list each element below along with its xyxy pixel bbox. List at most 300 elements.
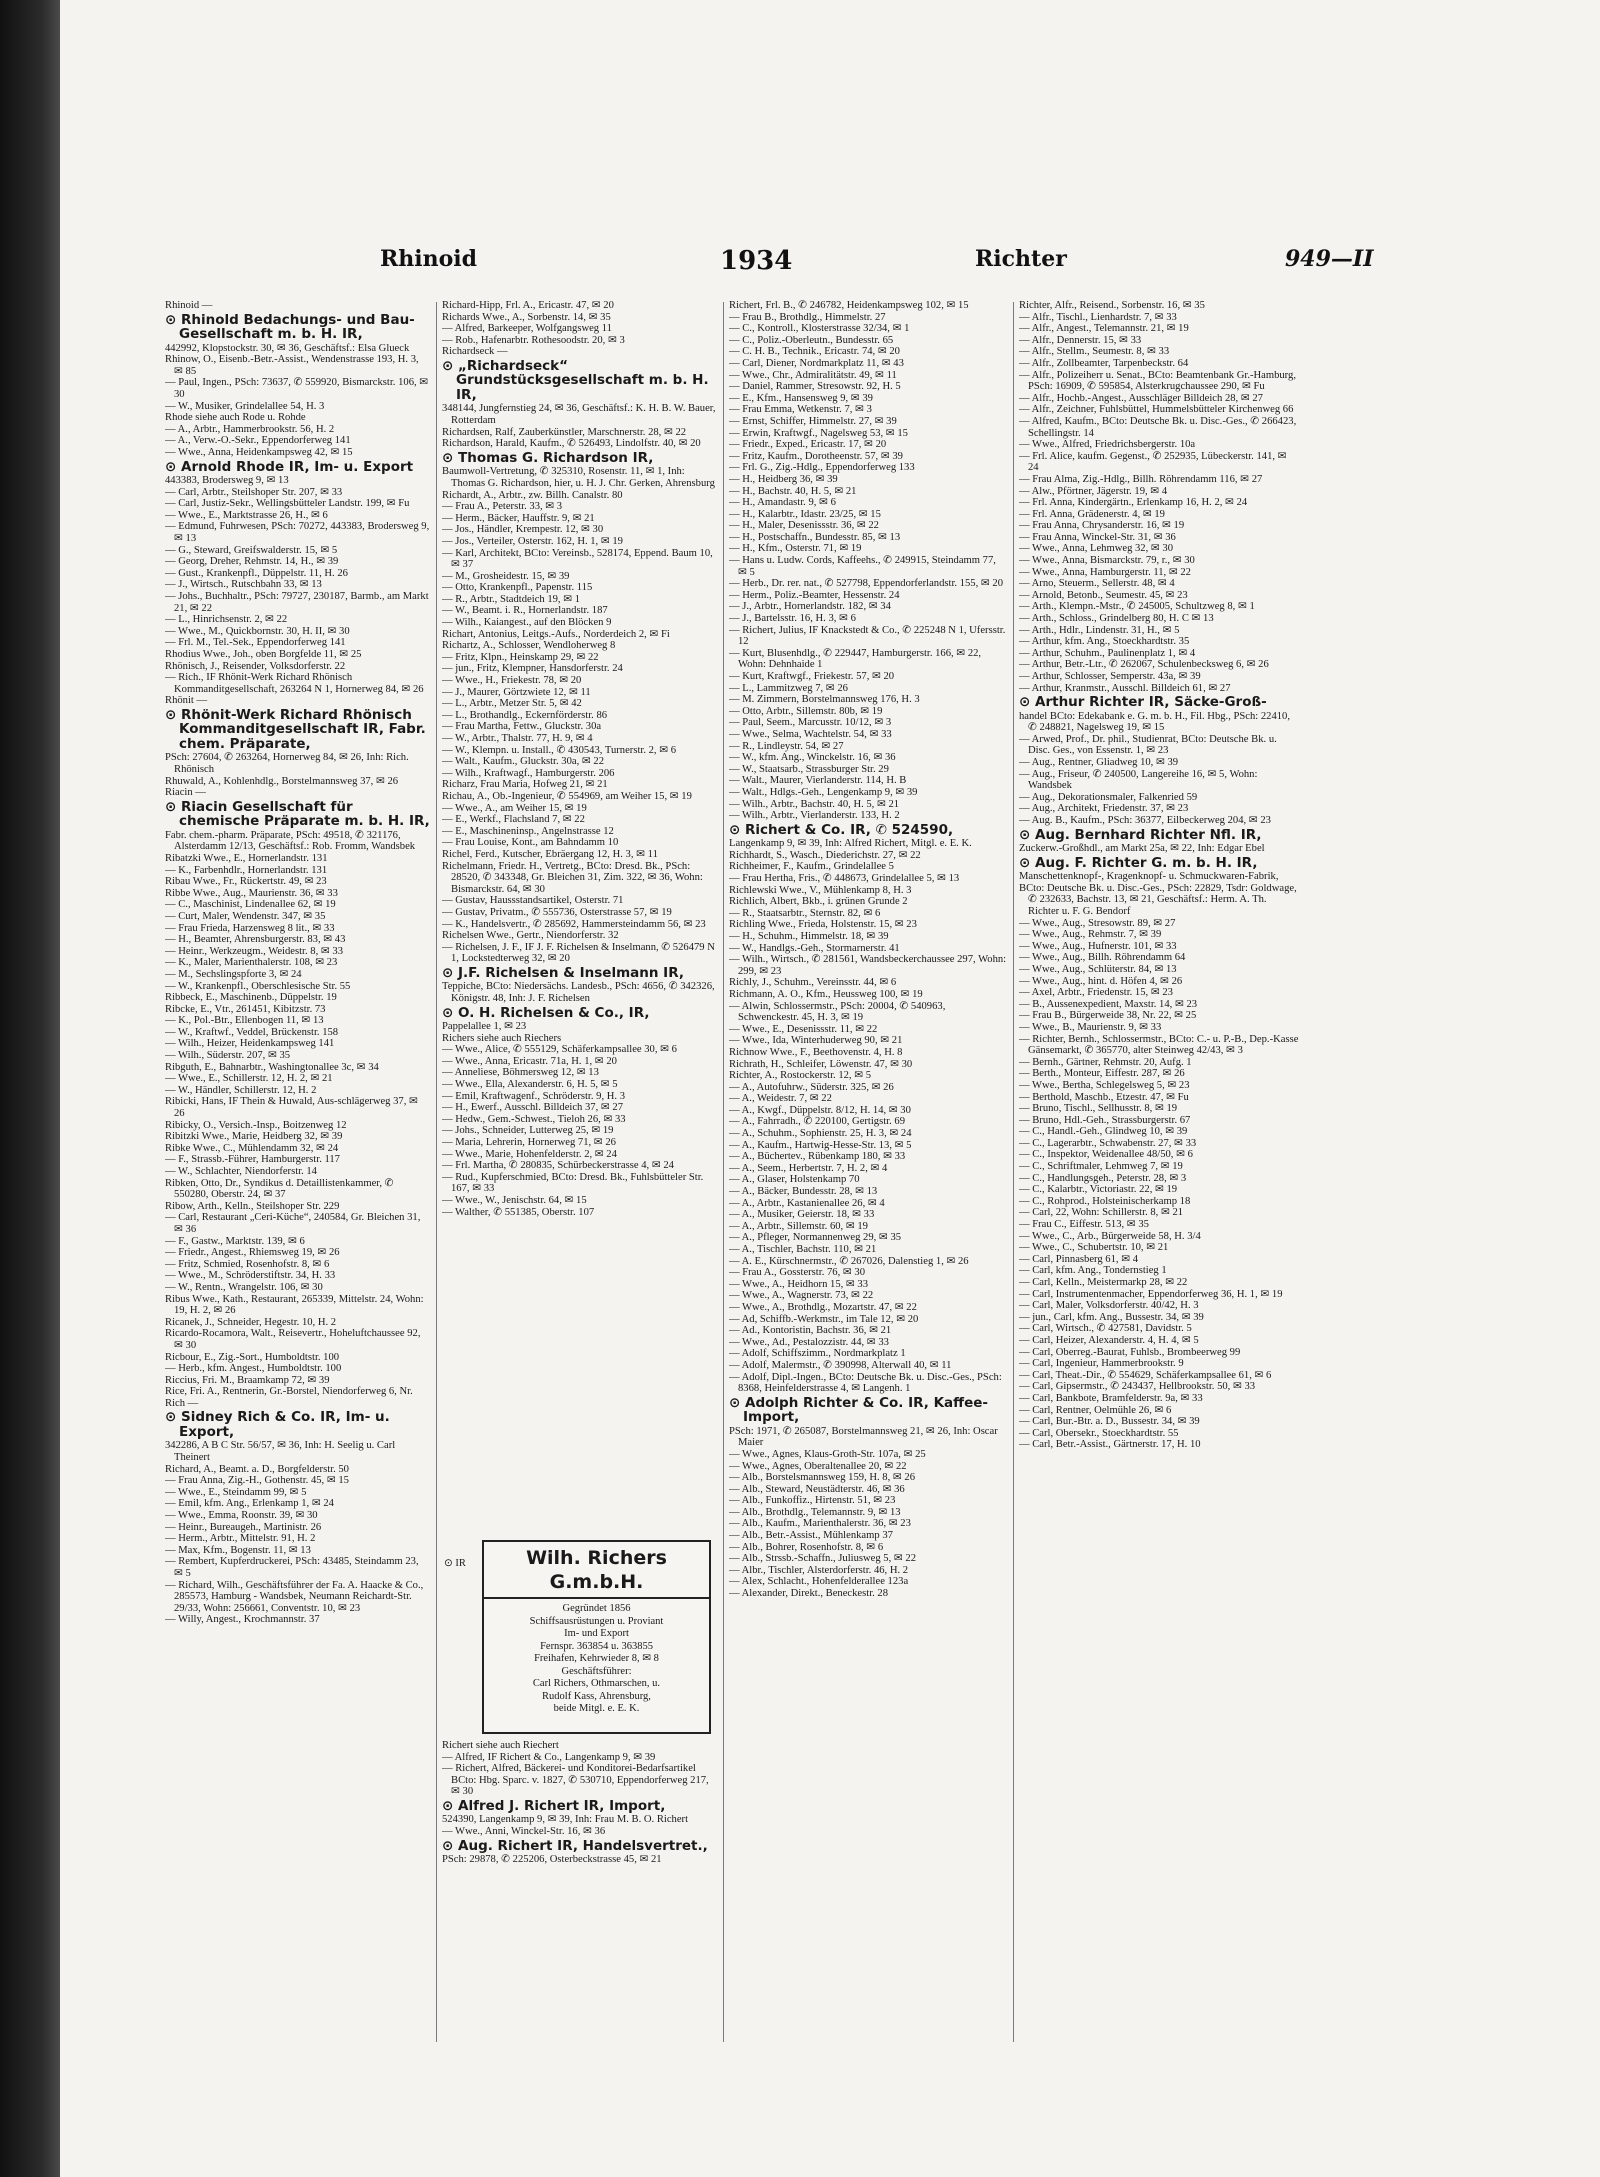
directory-entry: — R., Arbtr., Stadtdeich 19, ✉ 1 [442, 593, 581, 605]
directory-entry: — Alfr., Angest., Telemannstr. 21, ✉ 19 [1019, 323, 1189, 335]
directory-entry: — Hedw., Gem.-Schwest., Tieloh 26, ✉ 33 [442, 1113, 626, 1125]
directory-entry: — Wwe., Chr., Admiralitätstr. 49, ✉ 11 [729, 369, 897, 381]
directory-entry: — Frau Alma, Zig.-Hdlg., Billh. Röhrendamm 116, ✉ 27 [1019, 473, 1263, 485]
directory-entry: — Jos., Händler, Krempestr. 12, ✉ 30 [442, 524, 604, 536]
firm-entry: ⊙ Aug. F. Richter G. m. b. H. IR, [1019, 854, 1258, 871]
directory-entry: Ribicki, Hans, IF Thein & Huwald, Aus-schlägerweg 37, ✉ 26 [165, 1096, 418, 1120]
directory-entry: — Wwe., Selma, Wachtelstr. 54, ✉ 33 [729, 728, 892, 740]
directory-entry: — Arwed, Prof., Dr. phil., Studienrat, BCto: Deutsche Bk. u. Disc. Ges., von Essenstr. 1, ✉ 23 [1019, 733, 1277, 757]
directory-entry: — Wwe., Emma, Roonstr. 39, ✉ 30 [165, 1510, 318, 1522]
directory-entry: — Wwe., E., Steindamm 99, ✉ 5 [165, 1486, 307, 1498]
directory-entry: — Ernst, Schiffer, Himmelstr. 27, ✉ 39 [729, 415, 897, 427]
directory-entry: — Frau Emma, Wetkenstr. 7, ✉ 3 [729, 404, 872, 416]
directory-entry: Rhönit — [165, 695, 208, 707]
directory-entry: — Wilh., Arbtr., Bachstr. 40, H. 5, ✉ 21 [729, 798, 900, 810]
column-2 [442, 300, 717, 2050]
firm-entry: ⊙ O. H. Richelsen & Co., IR, [442, 1004, 650, 1021]
directory-entry: — C., Lagerarbtr., Schwabenstr. 27, ✉ 33 [1019, 1137, 1197, 1149]
directory-entry: — W., Beamt. i. R., Hornerlandstr. 187 [442, 605, 608, 617]
directory-entry: — Arno, Steuerm., Sellerstr. 48, ✉ 4 [1019, 578, 1175, 590]
directory-entry: — Wwe., Anna, Bismarckstr. 79, r., ✉ 30 [1019, 555, 1195, 567]
directory-entry: handel BCto: Edekabank e. G. m. b. H., Fil. Hbg., PSch: 22410, ✆ 248821, Nagelsweg 19, ✉ 15 [1019, 710, 1291, 734]
directory-entry: — H., Schuhm., Himmelstr. 18, ✉ 39 [729, 930, 889, 942]
directory-entry: Ribus Wwe., Kath., Restaurant, 265339, Mittelstr. 24, Wohn: 19, H. 2, ✉ 26 [165, 1293, 424, 1317]
directory-entry: — Kurt, Blusenhdlg., ✆ 229447, Hamburgerstr. 166, ✉ 22, Wohn: Dehnhaide 1 [729, 647, 982, 671]
firm-entry: ⊙ Richert & Co. IR, ✆ 524590, [729, 821, 954, 838]
directory-entry: — H., Amandastr. 9, ✉ 6 [729, 497, 836, 509]
directory-entry: — R., Staatsarbtr., Sternstr. 82, ✉ 6 [729, 907, 881, 919]
directory-entry: — H., Maler, Desenissstr. 36, ✉ 22 [729, 520, 879, 532]
directory-entry: — Georg, Dreher, Rehmstr. 14, H., ✉ 39 [165, 556, 339, 568]
directory-entry: PSch: 27604, ✆ 263264, Hornerweg 84, ✉ 26, Inh: Rich. Rhönisch [165, 752, 409, 775]
directory-entry: — Bruno, Hdl.-Geh., Strassburgerstr. 67 [1019, 1114, 1191, 1126]
directory-entry: Langenkamp 9, ✉ 39, Inh: Alfred Richert, Mitgl. e. E. K. [729, 838, 972, 850]
directory-entry: — Frau Martha, Fettw., Gluckstr. 30a [442, 721, 602, 733]
directory-entry: — C., Poliz.-Oberleutn., Bundesstr. 65 [729, 334, 894, 346]
directory-entry: Riccius, Fri. M., Braamkamp 72, ✉ 39 [165, 1374, 330, 1386]
directory-entry: — W., Handlgs.-Geh., Stormarnerstr. 41 [729, 942, 900, 954]
directory-entry: — Wwe., H., Friekestr. 78, ✉ 20 [442, 675, 582, 687]
directory-entry: — W., kfm. Ang., Winckelstr. 16, ✉ 36 [729, 752, 896, 764]
directory-entry: — H., Ewerf., Ausschl. Billdeich 37, ✉ 27 [442, 1102, 624, 1114]
firm-entry: ⊙ J.F. Richelsen & Inselmann IR, [442, 964, 684, 981]
directory-entry: — A., Glaser, Holstenkamp 70 [729, 1174, 860, 1186]
directory-entry: — Alfr., Zollbeamter, Tarpenbeckstr. 64 [1019, 357, 1189, 369]
directory-entry: — C., Maschinist, Lindenallee 62, ✉ 19 [165, 899, 336, 911]
directory-entry: Riacin — [165, 787, 206, 799]
directory-entry: — Frau B., Brothdlg., Himmelstr. 27 [729, 311, 886, 323]
directory-entry: Rhode siehe auch Rode u. Rohde [165, 412, 306, 424]
directory-entry: — Adolf, Malermstr., ✆ 390998, Alterwall 40, ✉ 11 [729, 1359, 952, 1371]
directory-entry: — Wwe., Agnes, Klaus-Groth-Str. 107a, ✉ 25 [729, 1448, 926, 1460]
directory-entry: — Frl. M., Tel.-Sek., Eppendorferweg 141 [165, 637, 346, 649]
directory-entry: — Arth., Hdlr., Lindenstr. 31, H., ✉ 5 [1019, 624, 1180, 636]
directory-entry: — C., Kontroll., Klosterstrasse 32/34, ✉ 1 [729, 323, 910, 335]
directory-entry: Richly, J., Schuhm., Vereinsstr. 44, ✉ 6 [729, 977, 897, 989]
directory-entry: — K., Pol.-Btr., Ellenbogen 11, ✉ 13 [165, 1015, 324, 1027]
directory-entry: Teppiche, BCto: Niedersächs. Landesb., PSch: 4656, ✆ 342326, Königstr. 48, Inh: J. F. Richelsen [442, 981, 715, 1004]
firm-entry: ⊙ Aug. Bernhard Richter Nfl. IR, [1019, 826, 1262, 843]
ad-line: Fernspr. 363854 u. 363855 [540, 1640, 653, 1652]
directory-entry: — Richert, Alfred, Bäckerei- und Konditorei-Bedarfsartikel BCto: Hbg. Sparc. v. 1827, ✆ 530710, Eppendorferweg 217, ✉ 30 [442, 1763, 709, 1798]
directory-entry: — Wwe., Ida, Winterhuderweg 90, ✉ 21 [729, 1035, 903, 1047]
directory-entry: — Carl, Kelln., Meistermarkp 28, ✉ 22 [1019, 1277, 1188, 1288]
directory-entry: — Wwe., Aug., Stresowstr. 89, ✉ 27 [1019, 917, 1176, 929]
directory-entry: — Wwe., M., Quickbornstr. 30, H. II, ✉ 30 [165, 625, 350, 637]
directory-entry: — A., Pfleger, Normannenweg 29, ✉ 35 [729, 1232, 902, 1244]
directory-entry: — Carl, Heizer, Alexanderstr. 4, H. 4, ✉ 5 [1019, 1334, 1199, 1346]
directory-entry: — K., Handelsvertr., ✆ 285692, Hammersteindamm 56, ✉ 23 [442, 918, 706, 930]
directory-entry: PSch: 1971, ✆ 265087, Borstelmannsweg 21, ✉ 26, Inh: Oscar Maier [729, 1425, 998, 1449]
directory-entry: Pappelallee 1, ✉ 23 [442, 1021, 527, 1033]
directory-entry: Rhodius Wwe., Joh., oben Borgfelde 11, ✉ 25 [165, 648, 362, 660]
directory-entry: — Richelsen, J. F., IF J. F. Richelsen & Inselmann, ✆ 526479 N 1, Lockstedterweg 32, ✉ 20 [442, 941, 715, 965]
directory-entry: — A., Weidestr. 7, ✉ 22 [729, 1093, 832, 1105]
directory-entry: — J., Arbtr., Hornerlandstr. 182, ✉ 34 [729, 601, 891, 613]
directory-entry: — F., Gastw., Marktstr. 139, ✉ 6 [165, 1235, 305, 1247]
directory-entry: — Paul, Seem., Marcusstr. 10/12, ✉ 3 [729, 717, 892, 729]
directory-entry: — Frau Louise, Kont., am Bahndamm 10 [442, 837, 619, 849]
directory-entry: Richheimer, F., Kaufm., Grindelallee 5 [729, 861, 894, 873]
directory-entry: — Fritz, Kaufm., Dorotheenstr. 57, ✉ 39 [729, 450, 903, 462]
directory-entry: Rice, Fri. A., Rentnerin, Gr.-Borstel, Niendorferweg 6, Nr. [165, 1386, 413, 1398]
directory-entry: — Carl, Bur.-Btr. a. D., Bussestr. 34, ✉ 39 [1019, 1416, 1200, 1428]
directory-entry: Baumwoll-Vertretung, ✆ 325310, Rosenstr. 11, ✉ 1, Inh: Thomas G. Richardson, hier, u. H. J. Chr. Gerken, Ahrensburg [442, 466, 715, 489]
directory-entry: — Alb., Strssb.-Schaffn., Juliusweg 5, ✉ 22 [729, 1553, 917, 1565]
scan-edge [0, 0, 60, 2177]
directory-entry: — Johs., Schneider, Lutterweg 25, ✉ 19 [442, 1125, 614, 1137]
directory-entry: — E., Maschineninsp., Angelnstrasse 12 [442, 825, 614, 837]
directory-entry: — Wwe., Aug., Rehmstr. 7, ✉ 39 [1019, 929, 1162, 941]
directory-entry: — Hans u. Ludw. Cords, Kaffeehs., ✆ 249915, Steindamm 77, ✉ 5 [729, 555, 996, 578]
directory-entry: — Wwe., Bertha, Schlegelsweg 5, ✉ 23 [1019, 1079, 1190, 1091]
columns [165, 300, 1405, 2050]
directory-entry: — W., Krankenpfl., Oberschlesische Str. 55 [165, 980, 351, 992]
ad-line: Geschäftsführer: [561, 1665, 632, 1677]
directory-entry: — H., Kfm., Osterstr. 71, ✉ 19 [729, 543, 862, 555]
directory-entry: Richardsen, Ralf, Zauberkünstler, Marschnerstr. 28, ✉ 22 [442, 426, 687, 438]
directory-entry: — Wwe., E., Desenissstr. 11, ✉ 22 [729, 1023, 878, 1035]
directory-entry: Richter, A., Rostockerstr. 12, ✉ 5 [729, 1070, 872, 1082]
directory-entry: — A. E., Kürschnermstr., ✆ 267026, Dalenstieg 1, ✉ 26 [729, 1255, 969, 1267]
firm-entry: ⊙ Aug. Richert IR, Handelsvertret., [442, 1837, 708, 1854]
directory-entry: — Wwe., Aug., Billh. Röhrendamm 64 [1019, 952, 1186, 964]
directory-entry: — Carl, Rentner, Oelmühle 26, ✉ 6 [1019, 1404, 1172, 1416]
column-4 [1019, 300, 1299, 2050]
directory-entry: — H., Heidberg 36, ✉ 39 [729, 473, 838, 485]
firm-entry: ⊙ Arnold Rhode IR, Im- u. Export [165, 458, 414, 475]
column-2-top [442, 300, 717, 1218]
directory-entry: — L., Hinrichsenstr. 2, ✉ 22 [165, 614, 288, 626]
directory-entry: — R., Lindleystr. 54, ✉ 27 [729, 740, 844, 752]
directory-entry: — M., Grosheidestr. 15, ✉ 39 [442, 570, 570, 582]
directory-entry: — Wwe., A., am Weiher 15, ✉ 19 [442, 802, 587, 814]
directory-entry: — Emil, kfm. Ang., Erlenkamp 1, ✉ 24 [165, 1498, 334, 1510]
directory-entry: — Axel, Arbtr., Friedenstr. 15, ✉ 23 [1019, 987, 1173, 999]
directory-entry: — H., Bachstr. 40, H. 5, ✉ 21 [729, 485, 857, 497]
directory-entry: Richhardt, S., Wasch., Diederichstr. 27, ✉ 22 [729, 849, 921, 861]
firm-entry: ⊙ Rhönit-Werk Richard Rhönisch Kommanditgesellschaft IR, Fabr. chem. Präparate, [165, 706, 426, 752]
directory-entry: — Carl, kfm. Ang., Tondernstieg 1 [1019, 1265, 1167, 1277]
directory-entry: — A., Verw.-O.-Sekr., Eppendorferweg 141 [165, 435, 351, 447]
directory-entry: — F., Strassb.-Führer, Hamburgerstr. 117 [165, 1154, 340, 1166]
directory-entry: — Carl, Arbtr., Steilshoper Str. 207, ✉ 33 [165, 486, 343, 498]
directory-entry: — Wwe., E., Schillerstr. 12, H. 2, ✉ 21 [165, 1073, 333, 1085]
directory-entry: Richarz, Frau Maria, Hofweg 21, ✉ 21 [442, 779, 608, 791]
directory-entry: — Alexander, Direkt., Beneckestr. 28 [729, 1588, 889, 1600]
directory-entry: — Carl, Ingenieur, Hammerbrookstr. 9 [1019, 1358, 1184, 1370]
directory-entry: Richard-Hipp, Frl. A., Ericastr. 47, ✉ 20 [442, 300, 614, 311]
directory-entry: — A., Musiker, Geierstr. 18, ✉ 33 [729, 1209, 875, 1221]
directory-entry: — C., Handl.-Geh., Glindweg 10, ✉ 39 [1019, 1126, 1188, 1138]
ad-line: Rudolf Kass, Ahrensburg, [542, 1690, 651, 1702]
ad-side-mark: ⊙ IR [444, 1558, 466, 1569]
directory-entry: — Frl. Anna, Grädenerstr. 4, ✉ 19 [1019, 508, 1165, 520]
directory-entry: — Adolf, Schiffszimm., Nordmarkplatz 1 [729, 1348, 906, 1360]
column-2-bottom [442, 1740, 717, 1866]
directory-entry: Ribbeck, E., Maschinenb., Düppelstr. 19 [165, 992, 337, 1004]
directory-entry: — W., Rentn., Wrangelstr. 106, ✉ 30 [165, 1281, 323, 1293]
directory-entry: — Aug. B., Kaufm., PSch: 36377, Eilbeckerweg 204, ✉ 23 [1019, 815, 1271, 827]
directory-entry: — A., Arbtr., Hammerbrookstr. 56, H. 2 [165, 423, 335, 435]
directory-entry: Rhuwald, A., Kohlenhdlg., Borstelmannsweg 37, ✉ 26 [165, 775, 399, 787]
directory-entry: — Frl. Martha, ✆ 280835, Schürbeckerstrasse 4, ✉ 24 [442, 1160, 674, 1172]
directory-entry: Rhönisch, J., Reisender, Volksdorferstr. 22 [165, 660, 346, 672]
directory-entry: — G., Steward, Greifswalderstr. 15, ✉ 5 [165, 544, 338, 556]
directory-entry: — Alfr., Polizeiherr u. Senat., BCto: Beamtenbank Gr.-Hamburg, PSch: 16909, ✆ 595854, Alsterkrugchaussee 290, ✉ Fu [1019, 369, 1296, 393]
directory-entry: — Carl, Maler, Volksdorferstr. 40/42, H. 3 [1019, 1300, 1199, 1312]
directory-entry: — M. Zimmern, Borstelmannsweg 176, H. 3 [729, 694, 920, 706]
directory-entry: — Arnold, Betonb., Seumestr. 45, ✉ 23 [1019, 589, 1188, 601]
directory-entry: — Carl, Obersekr., Stoeckhardtstr. 55 [1019, 1427, 1179, 1439]
directory-entry: — E., Kfm., Hansensweg 9, ✉ 39 [729, 392, 873, 404]
directory-entry: Richau, A., Ob.-Ingenieur, ✆ 554969, am Weiher 15, ✉ 19 [442, 790, 692, 802]
directory-entry: — Maria, Lehrerin, Hornerweg 71, ✉ 26 [442, 1137, 616, 1148]
directory-entry: — Herm., Bäcker, Hauffstr. 9, ✉ 21 [442, 512, 595, 524]
firm-entry: ⊙ Riacin Gesellschaft für chemische Präparate m. b. H. IR, [165, 798, 430, 830]
directory-entry: — W., Kraftwf., Veddel, Brückenstr. 158 [165, 1026, 339, 1038]
directory-entry: — Arthur, Betr.-Ltr., ✆ 262067, Schulenbecksweg 6, ✉ 26 [1019, 659, 1269, 671]
directory-entry: — Aug., Architekt, Friedenstr. 37, ✉ 23 [1019, 803, 1189, 815]
page-number: 949—II [1285, 246, 1374, 272]
header-last-entry: Richter [975, 246, 1067, 272]
directory-entry: Rhinoid — [165, 300, 213, 311]
ad-line: Schiffsausrüstungen u. Proviant [529, 1615, 664, 1627]
directory-entry: — A., Bäcker, Bundesstr. 28, ✉ 13 [729, 1186, 878, 1198]
directory-entry: Ricanek, J., Schneider, Hegestr. 10, H. 2 [165, 1316, 337, 1328]
directory-entry: — Wwe., Anna, Hamburgerstr. 11, ✉ 22 [1019, 566, 1191, 578]
directory-entry: Ribitzki Wwe., Marie, Heidberg 32, ✉ 39 [165, 1131, 343, 1143]
directory-entry: — M., Sechslingspforte 3, ✉ 24 [165, 968, 302, 980]
directory-entry: — B., Aussenexpedient, Maxstr. 14, ✉ 23 [1019, 998, 1198, 1010]
directory-entry: — Wilh., Kaiangest., auf den Blöcken 9 [442, 617, 612, 629]
directory-entry: — Emil, Kraftwagenf., Schröderstr. 9, H. 3 [442, 1090, 625, 1102]
directory-entry: — Richter, Bernh., Schlossermstr., BCto: C.- u. P.-B., Dep.-Kasse Gänsemarkt, ✆ 365770, alter Steinweg 42/43, ✉ 3 [1019, 1033, 1299, 1057]
directory-entry: — Heinr., Werkzeugm., Weidestr. 8, ✉ 33 [165, 945, 344, 957]
directory-entry: — Berthold, Maschb., Etzestr. 47, ✉ Fu [1019, 1091, 1189, 1103]
directory-entry: — Anneliese, Böhmersweg 12, ✉ 13 [442, 1067, 599, 1079]
firm-entry: ⊙ Adolph Richter & Co. IR, Kaffee-Import, [729, 1394, 989, 1426]
directory-entry: — C., Inspektor, Weidenallee 48/50, ✉ 6 [1019, 1149, 1193, 1161]
directory-entry: — Arth., Klempn.-Mstr., ✆ 245005, Schultzweg 8, ✉ 1 [1019, 601, 1255, 613]
directory-entry: Richart, Antonius, Leitgs.-Aufs., Norderdeich 2, ✉ Fi [442, 628, 670, 640]
directory-entry: — Otto, Krankenpfl., Papenstr. 115 [442, 582, 593, 594]
directory-entry: Richartz, A., Schlosser, Wendloherweg 8 [442, 640, 616, 652]
directory-entry: — W., Schlachter, Niendorferstr. 14 [165, 1166, 317, 1177]
directory-entry: — C., Handlungsgeh., Peterstr. 28, ✉ 3 [1019, 1172, 1187, 1184]
column-rule [1013, 302, 1014, 2042]
directory-entry: — Aug., Dekorationsmaler, Falkenried 59 [1019, 791, 1198, 803]
directory-entry: — Wilh., Wirtsch., ✆ 281561, Wandsbeckerchaussee 297, Wohn: 299, ✉ 23 [729, 954, 1007, 977]
directory-entry: — Carl, Diener, Nordmarkplatz 11, ✉ 43 [729, 357, 904, 369]
directory-entry: — Alb., Funkoffiz., Hirtenstr. 51, ✉ 23 [729, 1495, 896, 1507]
directory-entry: Fabr. chem.-pharm. Präparate, PSch: 49518, ✆ 321176, Alsterdamm 12/13, Geschäftsf.: Rob. Fromm, Wandsbek [165, 829, 416, 853]
directory-entry: — Wwe., A., Wagnerstr. 73, ✉ 22 [729, 1290, 874, 1302]
directory-entry: — Rud., Kupferschmied, BCto: Dresd. Bk., Fuhlsbütteler Str. 167, ✉ 33 [442, 1171, 704, 1195]
directory-entry: — Albr., Tischler, Alsterdorferstr. 46, H. 2 [729, 1564, 909, 1576]
directory-entry: Ribicky, O., Versich.-Insp., Boitzenweg 12 [165, 1119, 347, 1131]
directory-entry: Richrath, H., Schleifer, Löwenstr. 47, ✉ 30 [729, 1058, 913, 1070]
directory-entry: Richardseck — [442, 346, 508, 358]
directory-entry: — E., Werkf., Flachsland 7, ✉ 22 [442, 814, 585, 826]
directory-entry: — J., Wirtsch., Rutschbahn 33, ✉ 13 [165, 579, 322, 591]
directory-entry: — Arthur, Kranmstr., Ausschl. Billdeich 61, ✉ 27 [1019, 682, 1231, 694]
directory-entry: Richers siehe auch Riechers [442, 1032, 562, 1044]
directory-entry: — C., Rohprod., Holsteinischerkamp 18 [1019, 1195, 1191, 1207]
directory-entry: — Rembert, Kupferdruckerei, PSch: 43485, Steindamm 23, ✉ 5 [165, 1556, 419, 1579]
directory-entry: — Wilh., Heizer, Heidenkampsweg 141 [165, 1038, 335, 1050]
directory-entry: — Gustav, Haussstandsartikel, Osterstr. 71 [442, 895, 624, 907]
directory-entry: — Herb., Dr. rer. nat., ✆ 527798, Eppendorferlandstr. 155, ✉ 20 [729, 578, 1004, 590]
directory-entry: — Wwe., Marie, Hohenfelderstr. 2, ✉ 24 [442, 1148, 617, 1160]
directory-entry: — Alb., Bohrer, Rosenhofstr. 8, ✉ 6 [729, 1541, 884, 1553]
directory-entry: — Bernh., Gärtner, Rehmstr. 20, Aufg. 1 [1019, 1056, 1192, 1068]
directory-entry: — C., Schriftmaler, Lehmweg 7, ✉ 19 [1019, 1161, 1183, 1173]
directory-entry: — Wwe., C., Schubertstr. 10, ✉ 21 [1019, 1242, 1169, 1254]
directory-entry: — H., Postschaffn., Bundesstr. 85, ✉ 13 [729, 531, 901, 543]
directory-entry: Ricbour, E., Zig.-Sort., Humboldtstr. 100 [165, 1351, 340, 1363]
directory-entry: Richlich, Albert, Bkb., i. grünen Grunde 2 [729, 896, 908, 908]
directory-entry: Richards Wwe., A., Sorbenstr. 14, ✉ 35 [442, 311, 611, 323]
directory-entry: — K., Maler, Marienthalerstr. 108, ✉ 23 [165, 957, 338, 969]
directory-entry: Ribow, Arth., Kelln., Steilshoper Str. 229 [165, 1200, 340, 1212]
directory-entry: — Frau B., Bürgerweide 38, Nr. 22, ✉ 25 [1019, 1010, 1197, 1022]
directory-entry: — Wwe., B., Maurienstr. 9, ✉ 33 [1019, 1021, 1162, 1033]
directory-entry: — Gustav, Privatm., ✆ 555736, Osterstrasse 57, ✉ 19 [442, 906, 672, 918]
directory-entry: — Wwe., Aug., Schlüterstr. 84, ✉ 13 [1019, 963, 1177, 975]
directory-entry: Manschettenknopf-, Kragenknopf- u. Schmuckwaren-Fabrik, [1019, 871, 1279, 883]
directory-entry: Ribbe Wwe., Aug., Maurienstr. 36, ✉ 33 [165, 887, 338, 899]
directory-entry: — W., Staatsarb., Strassburger Str. 29 [729, 763, 889, 775]
directory-entry: Ribguth, E., Bahnarbtr., Washingtonallee 3c, ✉ 34 [165, 1061, 379, 1073]
directory-entry: — A., Schuhm., Sophienstr. 25, H. 3, ✉ 24 [729, 1128, 912, 1140]
ad-lines [484, 1603, 709, 1716]
directory-entry: — Walt., Kaufm., Gluckstr. 30a, ✉ 22 [442, 756, 605, 768]
directory-entry: — Fritz, Klpn., Heinskamp 29, ✉ 22 [442, 651, 599, 663]
firm-entry: ⊙ Rhinold Bedachungs- und Bau-Gesellschaft m. b. H. IR, [165, 311, 415, 343]
directory-entry: — Alfred, IF Richert & Co., Langenkamp 9, ✉ 39 [442, 1751, 656, 1763]
directory-entry: — Wilh., Kraftwagf., Hamburgerstr. 206 [442, 767, 615, 779]
directory-entry: — J., Maurer, Görtzwiete 12, ✉ 11 [442, 686, 591, 698]
directory-entry: — Alfr., Zeichner, Fuhlsbüttel, Hummelsbütteler Kirchenweg 66 [1019, 404, 1294, 416]
directory-entry: — Wwe., Anna, Lehmweg 32, ✉ 30 [1019, 543, 1174, 555]
directory-entry: — Friedr., Exped., Ericastr. 17, ✉ 20 [729, 439, 887, 451]
directory-entry: — Adolf, Dipl.-Ingen., BCto: Deutsche Bk. u. Disc.-Ges., PSch: 8368, Heinfelderstrasse 4, ✉ Langenh. 1 [729, 1371, 1002, 1395]
directory-entry: — jun., Carl, kfm. Ang., Bussestr. 34, ✉ 39 [1019, 1311, 1204, 1323]
directory-entry: — Wwe., Anna, Ericastr. 71a, H. 1, ✉ 20 [442, 1055, 617, 1067]
column-3 [729, 300, 1007, 2050]
directory-entry: — L., Brothandlg., Eckernförderstr. 86 [442, 709, 608, 721]
directory-entry: Richert siehe auch Riechert [442, 1740, 559, 1751]
directory-entry: — L., Arbtr., Metzer Str. 5, ✉ 42 [442, 698, 582, 710]
directory-entry: Ribau Wwe., Fr., Rückertstr. 49, ✉ 23 [165, 876, 327, 888]
directory-entry: — Walther, ✆ 551385, Oberstr. 107 [442, 1206, 595, 1218]
directory-entry: — Carl, Bankbote, Bramfelderstr. 9a, ✉ 33 [1019, 1392, 1203, 1404]
directory-entry: — A., Autofuhrw., Süderstr. 325, ✉ 26 [729, 1081, 894, 1093]
directory-entry: — Alfred, Kaufm., BCto: Deutsche Bk. u. Disc.-Ges., ✆ 266423, Schellingstr. 14 [1019, 415, 1297, 439]
column-1 [165, 300, 430, 2050]
directory-entry: — Arth., Schloss., Grindelberg 80, H. C ✉ 13 [1019, 613, 1214, 625]
directory-entry: — Berth., Monteur, Eiffestr. 287, ✉ 26 [1019, 1068, 1185, 1080]
directory-entry: Rich — [165, 1397, 199, 1409]
directory-entry: — Wwe., A., Heidhorn 15, ✉ 33 [729, 1278, 869, 1290]
directory-entry: 342286, A B C Str. 56/57, ✉ 36, Inh: H. Seelig u. Carl Theinert [165, 1440, 396, 1464]
directory-entry: — Frau Anna, Chrysanderstr. 16, ✉ 19 [1019, 520, 1185, 532]
directory-entry: — Erwin, Kraftwgf., Nagelsweg 53, ✉ 15 [729, 427, 908, 439]
directory-entry: — Wwe., W., Jenischstr. 64, ✉ 15 [442, 1194, 587, 1206]
directory-entry: — Wwe., Ella, Alexanderstr. 6, H. 5, ✉ 5 [442, 1079, 618, 1091]
directory-entry: — Carl, Instrumentenmacher, Eppendorferweg 36, H. 1, ✉ 19 [1019, 1288, 1283, 1300]
directory-entry: — Alfr., Dennerstr. 15, ✉ 33 [1019, 334, 1142, 346]
richers-advertisement [482, 1540, 711, 1734]
directory-entry: — A., Arbtr., Sillemstr. 60, ✉ 19 [729, 1220, 868, 1232]
directory-entry: — C., Kalarbtr., Victoriastr. 22, ✉ 19 [1019, 1184, 1178, 1196]
directory-entry: — A., Kaufm., Hartwig-Hesse-Str. 13, ✉ 5 [729, 1139, 912, 1151]
directory-entry: — Alex, Schlacht., Hohenfelderallee 123a [729, 1576, 909, 1588]
directory-entry: — C. H. B., Technik., Ericastr. 74, ✉ 20 [729, 346, 900, 358]
directory-entry: — Carl, 22, Wohn: Schillerstr. 8, ✉ 21 [1019, 1207, 1184, 1219]
directory-entry: 348144, Jungfernstieg 24, ✉ 36, Geschäftsf.: K. H. B. W. Bauer, Rotterdam [442, 403, 716, 427]
directory-entry: — L., Lammitzweg 7, ✉ 26 [729, 682, 848, 694]
directory-entry: Richmann, A. O., Kfm., Heussweg 100, ✉ 19 [729, 988, 923, 1000]
ad-line: Gegründet 1856 [562, 1603, 631, 1614]
directory-entry: — Frau Hertha, Fris., ✆ 448673, Grindelallee 5, ✉ 13 [729, 873, 960, 884]
directory-entry: — Rob., Hafenarbtr. Rothesoodstr. 20, ✉ 3 [442, 334, 625, 346]
firm-entry: ⊙ Thomas G. Richardson IR, [442, 449, 654, 466]
directory-entry: — Richert, Julius, IF Knackstedt & Co., ✆ 225248 N 1, Ufersstr. 12 [729, 624, 1006, 648]
page-header [380, 246, 1390, 280]
firm-entry: ⊙ Arthur Richter IR, Säcke-Groß- [1019, 694, 1267, 711]
directory-entry: — Alb., Steward, Neustädterstr. 46, ✉ 36 [729, 1483, 905, 1495]
directory-entry: — Otto, Arbtr., Sillemstr. 80b, ✉ 19 [729, 705, 883, 717]
directory-entry: — W., Händler, Schillerstr. 12, H. 2 [165, 1084, 317, 1096]
directory-entry: — Rich., IF Rhönit-Werk Richard Rhönisch Kommanditgesellschaft, 263264 N 1, Hornerweg 84, ✉ 26 [165, 672, 424, 695]
directory-entry: — Ad, Schiffb.-Werkmstr., im Tale 12, ✉ 20 [729, 1313, 919, 1325]
directory-entry: Richardson, Harald, Kaufm., ✆ 526493, Lindolfstr. 40, ✉ 20 [442, 438, 701, 450]
directory-entry: — Frau Anna, Zig.-H., Gothenstr. 45, ✉ 15 [165, 1475, 349, 1487]
directory-entry: — A., Kwgf., Düppelstr. 8/12, H. 14, ✉ 30 [729, 1104, 911, 1116]
directory-entry: — Carl, Gipsermstr., ✆ 243437, Hellbrookstr. 50, ✉ 33 [1019, 1381, 1256, 1393]
directory-entry: Ribcke, E., Vtr., 261451, Kibitzstr. 73 [165, 1003, 326, 1015]
directory-entry: — Herb., kfm. Angest., Humboldtstr. 100 [165, 1363, 342, 1375]
directory-entry: — Alfr., Stellm., Seumestr. 8, ✉ 33 [1019, 346, 1170, 358]
directory-entry: — A., Arbtr., Kastanienallee 26, ✉ 4 [729, 1197, 885, 1209]
directory-entry: Richlewski Wwe., V., Mühlenkamp 8, H. 3 [729, 884, 912, 896]
directory-entry: — A., Fahrradh., ✆ 220100, Gertigstr. 69 [729, 1116, 906, 1128]
directory-entry: Richnow Wwe., F., Beethovenstr. 4, H. 8 [729, 1046, 903, 1058]
directory-entry: — Carl, Justiz-Sekr., Wellingsbütteler Landstr. 199, ✉ Fu [165, 498, 410, 510]
directory-entry: — Walt., Maurer, Vierlanderstr. 114, H. B [729, 775, 907, 787]
directory-entry: — Fritz, Schmied, Rosenhofstr. 8, ✉ 6 [165, 1258, 330, 1270]
directory-entry: — Wwe., A., Brothdlg., Mozartstr. 47, ✉ 22 [729, 1301, 917, 1313]
directory-entry: — Alb., Brothdlg., Telemannstr. 9, ✉ 13 [729, 1506, 901, 1518]
directory-entry: Ricardo-Rocamora, Walt., Reisevertr., Hoheluftchaussee 92, ✉ 30 [165, 1328, 421, 1351]
directory-entry: Ribken, Otto, Dr., Syndikus d. Detaillistenkammer, ✆ 550280, Oberstr. 24, ✉ 37 [165, 1177, 394, 1201]
directory-entry: — Aug., Friseur, ✆ 240500, Langereihe 16, ✉ 5, Wohn: Wandsbek [1019, 768, 1258, 792]
directory-entry: — Heinr., Bureaugeh., Martinistr. 26 [165, 1521, 322, 1533]
directory-entry: Richard, A., Beamt. a. D., Borgfelderstr. 50 [165, 1463, 349, 1475]
firm-entry: ⊙ „Richardseck“ Grundstücksgesellschaft m. b. H. IR, [442, 357, 709, 403]
directory-entry: — Daniel, Rammer, Stresowstr. 92, H. 5 [729, 381, 901, 393]
directory-entry: — Alw., Pförtner, Jägerstr. 19, ✉ 4 [1019, 485, 1168, 497]
directory-entry: — Frau C., Eiffestr. 513, ✉ 35 [1019, 1219, 1149, 1231]
directory-entry: — Wilh., Arbtr., Vierlanderstr. 133, H. 2 [729, 810, 900, 822]
directory-entry: — Jos., Verteiler, Osterstr. 162, H. 1, ✉ 19 [442, 535, 623, 547]
directory-entry: — Frl. G., Zig.-Hdlg., Eppendorferweg 133 [729, 462, 915, 474]
directory-entry: — Wwe., C., Arb., Bürgerweide 58, H. 3/4 [1019, 1230, 1201, 1242]
firm-entry: ⊙ Sidney Rich & Co. IR, Im- u. Export, [165, 1409, 390, 1440]
directory-entry: — Carl, Betr.-Assist., Gärtnerstr. 17, H. 10 [1019, 1439, 1201, 1451]
